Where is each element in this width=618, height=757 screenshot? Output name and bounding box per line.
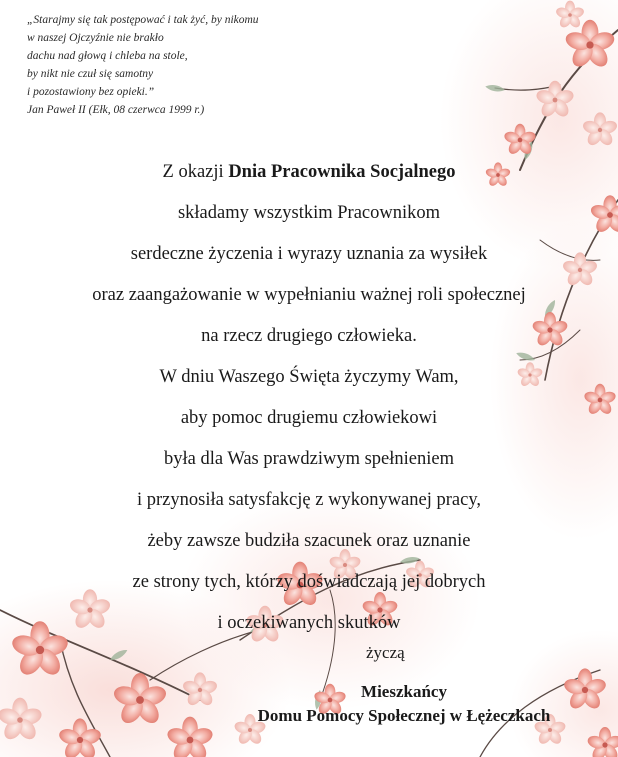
greeting-line: była dla Was prawdziwym spełnieniem: [164, 449, 454, 469]
greeting-line: składamy wszystkim Pracownikom: [177, 203, 441, 223]
greeting-line: i przynosiła satysfakcję z wykonywanej pracy,: [136, 490, 481, 510]
quote-line: „Starajmy się tak postępować i tak żyć, by nikomu: [27, 14, 259, 26]
quote-line: dachu nad głową i chleba na stole,: [27, 50, 188, 62]
signature-line: Mieszkańcy: [361, 682, 447, 701]
greeting-line: żeby zawsze budziła szacunek oraz uznanie: [147, 531, 471, 551]
greeting-line: oraz zaangażowanie w wypełnianiu ważnej roli społecznej: [92, 285, 526, 305]
occasion-name: Dnia Pracownika Socjalnego: [228, 162, 456, 182]
quote-line: i pozostawiony bez opieki.”: [27, 86, 155, 98]
quote-line: by nikt nie czuł się samotny: [27, 68, 154, 80]
greeting-line: serdeczne życzenia i wyrazy uznania za wysiłek: [130, 244, 488, 264]
quote-block: [27, 11, 327, 119]
signature-block: [224, 680, 584, 728]
quote-attribution: Jan Paweł II (Ełk, 08 czerwca 1999 r.): [27, 104, 205, 116]
signature-line: Domu Pomocy Społecznej w Łężeczkach: [257, 706, 551, 725]
greeting-line: i oczekiwanych skutków: [217, 613, 401, 633]
greeting-line: ze strony tych, którzy doświadczają jej dobrych: [132, 572, 486, 592]
quote-line: w naszej Ojczyźnie nie brakło: [27, 32, 164, 44]
greeting-prefix: Z okazji: [162, 162, 229, 182]
greeting-line: aby pomoc drugiemu człowiekowi: [180, 408, 438, 428]
greeting-line: [0, 152, 618, 193]
greeting-line: W dniu Waszego Święta życzymy Wam,: [159, 367, 459, 387]
signature-wish: życzą: [366, 643, 405, 662]
greeting-line: na rzecz drugiego człowieka.: [201, 326, 417, 346]
greeting-text: [0, 152, 618, 644]
